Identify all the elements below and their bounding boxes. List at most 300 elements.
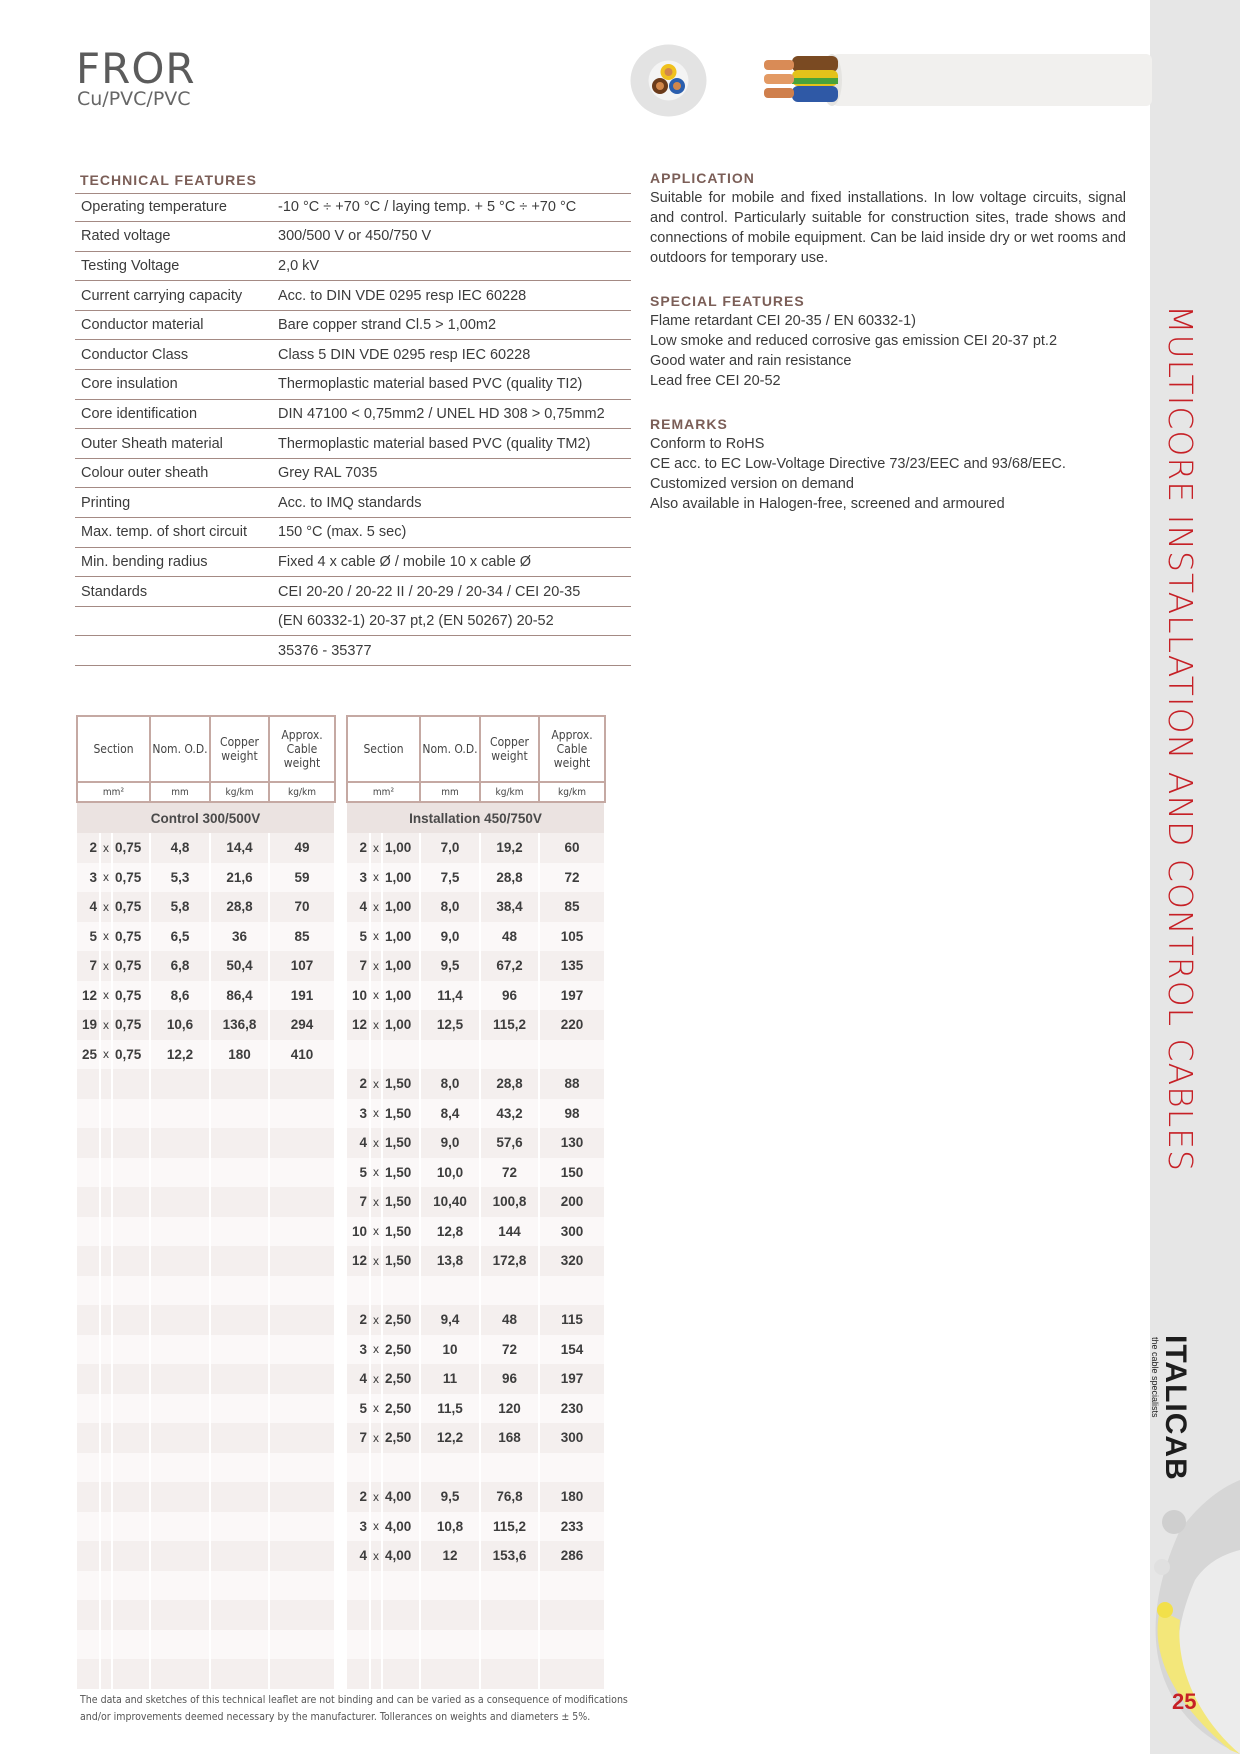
times-sign — [100, 1512, 112, 1542]
cable-weight: 300 — [539, 1217, 605, 1247]
conductors-count: 4 — [347, 1364, 370, 1394]
copper-weight: 120 — [480, 1394, 539, 1424]
table-row — [77, 1040, 335, 1070]
table-row — [347, 1217, 605, 1247]
feature-label: Core insulation — [81, 376, 178, 393]
table-row — [77, 1010, 335, 1040]
nominal-od — [150, 1187, 210, 1217]
cable-weight — [539, 1453, 605, 1483]
feature-label — [75, 636, 272, 666]
copper-weight — [210, 1187, 269, 1217]
section-size: 2,50 — [382, 1394, 420, 1424]
section-size: 1,50 — [382, 1099, 420, 1129]
cable-weight: 150 — [539, 1158, 605, 1188]
conductors-count: 3 — [347, 1099, 370, 1129]
unit-weight: kg/km — [539, 782, 605, 802]
table-row — [77, 1659, 335, 1689]
copper-weight: 28,8 — [210, 892, 269, 922]
cable-weight — [539, 1276, 605, 1306]
section-size — [382, 1600, 420, 1630]
table-row — [347, 1010, 605, 1040]
copper-weight: 100,8 — [480, 1187, 539, 1217]
table-row — [347, 833, 605, 863]
table-row — [347, 1659, 605, 1689]
table-row — [77, 1600, 335, 1630]
feature-row — [75, 310, 631, 340]
table-row — [347, 1453, 605, 1483]
copper-weight: 28,8 — [480, 1069, 539, 1099]
table-row — [347, 892, 605, 922]
cable-weight — [269, 1394, 335, 1424]
copper-weight: 86,4 — [210, 981, 269, 1011]
conductors-count — [347, 1659, 370, 1689]
application-text: Suitable for mobile and fixed installations. In low voltage circuits, signal and control. Particularly suitable for construction sites, trade shows and connections of mobile equipment. Can be laid inside dry or wet rooms and outdoors for temporary use. — [650, 190, 1126, 266]
cable-weight: 154 — [539, 1335, 605, 1365]
table-row — [347, 1364, 605, 1394]
table-row — [77, 1394, 335, 1424]
copper-weight — [210, 1541, 269, 1571]
conductors-count: 3 — [347, 863, 370, 893]
section-size: 0,75 — [112, 892, 150, 922]
nominal-od: 6,5 — [150, 922, 210, 952]
special-feature-line: Flame retardant CEI 20-35 / EN 60332-1) — [650, 313, 916, 329]
conductors-count: 7 — [347, 1423, 370, 1453]
nominal-od: 9,4 — [420, 1305, 480, 1335]
table-row — [347, 1069, 605, 1099]
copper-weight: 136,8 — [210, 1010, 269, 1040]
nominal-od: 10,6 — [150, 1010, 210, 1040]
cable-weight — [269, 1571, 335, 1601]
cable-weight — [269, 1305, 335, 1335]
cable-weight — [269, 1246, 335, 1276]
copper-weight — [480, 1630, 539, 1660]
times-sign: x — [100, 1040, 112, 1070]
cable-weight — [269, 1659, 335, 1689]
col-nom-od: Nom. O.D. — [150, 716, 210, 782]
nominal-od — [150, 1394, 210, 1424]
times-sign: x — [370, 1128, 382, 1158]
feature-row — [75, 488, 631, 518]
times-sign: x — [370, 1069, 382, 1099]
times-sign — [100, 1335, 112, 1365]
section-size: 0,75 — [112, 863, 150, 893]
feature-row — [75, 458, 631, 488]
times-sign — [370, 1453, 382, 1483]
section-size — [382, 1453, 420, 1483]
cable-weight: 410 — [269, 1040, 335, 1070]
cable-weight: 180 — [539, 1482, 605, 1512]
table-row — [77, 1069, 335, 1099]
conductors-count — [77, 1423, 100, 1453]
section-size: 1,50 — [382, 1217, 420, 1247]
conductors-count: 12 — [347, 1246, 370, 1276]
section-size: 2,50 — [382, 1364, 420, 1394]
times-sign — [100, 1571, 112, 1601]
table-row — [77, 981, 335, 1011]
nominal-od — [150, 1158, 210, 1188]
feature-label: Conductor material — [81, 317, 204, 334]
times-sign — [370, 1571, 382, 1601]
nominal-od — [420, 1600, 480, 1630]
times-sign — [100, 1069, 112, 1099]
cable-weight: 294 — [269, 1010, 335, 1040]
cable-weight — [269, 1364, 335, 1394]
times-sign — [100, 1246, 112, 1276]
conductors-count — [77, 1659, 100, 1689]
feature-label: Outer Sheath material — [81, 435, 223, 452]
feature-row — [75, 577, 631, 607]
section-size — [382, 1040, 420, 1070]
section-size — [112, 1630, 150, 1660]
cable-weight — [539, 1040, 605, 1070]
table-row — [347, 1099, 605, 1129]
feature-row — [75, 518, 631, 548]
section-size — [112, 1246, 150, 1276]
conductors-count: 7 — [347, 951, 370, 981]
remark-line: Conform to RoHS — [650, 436, 765, 452]
section-size — [112, 1069, 150, 1099]
copper-weight: 48 — [480, 1305, 539, 1335]
copper-weight: 14,4 — [210, 833, 269, 863]
nominal-od — [150, 1423, 210, 1453]
copper-weight — [210, 1453, 269, 1483]
times-sign — [100, 1128, 112, 1158]
section-size: 1,00 — [382, 892, 420, 922]
copper-weight — [480, 1453, 539, 1483]
copper-weight: 96 — [480, 981, 539, 1011]
conductors-count: 7 — [77, 951, 100, 981]
cable-weight: 197 — [539, 1364, 605, 1394]
conductors-count: 5 — [347, 1158, 370, 1188]
section-size — [112, 1128, 150, 1158]
table-row — [77, 1217, 335, 1247]
cable-weight — [269, 1630, 335, 1660]
section-size — [382, 1659, 420, 1689]
special-feature-line: Good water and rain resistance — [650, 353, 852, 369]
times-sign: x — [370, 1335, 382, 1365]
table-row — [77, 1128, 335, 1158]
feature-row — [75, 547, 631, 577]
feature-value: Fixed 4 x cable Ø / mobile 10 x cable Ø — [278, 553, 532, 570]
cable-weight — [269, 1600, 335, 1630]
feature-value: DIN 47100 < 0,75mm2 / UNEL HD 308 > 0,75mm2 — [278, 405, 605, 422]
conductors-count — [77, 1600, 100, 1630]
nominal-od — [150, 1069, 210, 1099]
conductors-count — [77, 1364, 100, 1394]
nominal-od: 5,3 — [150, 863, 210, 893]
conductors-count: 5 — [347, 1394, 370, 1424]
times-sign: x — [370, 951, 382, 981]
times-sign: x — [370, 981, 382, 1011]
copper-weight: 50,4 — [210, 951, 269, 981]
conductors-count — [77, 1069, 100, 1099]
cable-weight: 98 — [539, 1099, 605, 1129]
col-copper-weight: Copper weight — [210, 716, 269, 782]
unit-copper: kg/km — [210, 782, 269, 802]
logo-tagline: the cable specialists — [1150, 1337, 1160, 1418]
times-sign — [100, 1541, 112, 1571]
cable-weight — [539, 1630, 605, 1660]
section-size — [382, 1630, 420, 1660]
feature-label: Max. temp. of short circuit — [81, 524, 247, 541]
cable-weight — [269, 1158, 335, 1188]
table-row — [347, 1512, 605, 1542]
special-feature-line: Lead free CEI 20-52 — [650, 373, 781, 389]
conductors-count: 5 — [77, 922, 100, 952]
feature-label: Core identification — [81, 405, 198, 422]
table-row — [77, 1512, 335, 1542]
section-size — [382, 1276, 420, 1306]
nominal-od: 10 — [420, 1335, 480, 1365]
conductors-count — [347, 1630, 370, 1660]
cable-weight: 286 — [539, 1541, 605, 1571]
nominal-od — [150, 1276, 210, 1306]
nominal-od: 10,40 — [420, 1187, 480, 1217]
copper-weight — [210, 1158, 269, 1188]
table-row — [347, 1276, 605, 1306]
copper-weight: 19,2 — [480, 833, 539, 863]
times-sign: x — [370, 1010, 382, 1040]
table-row — [77, 1541, 335, 1571]
nominal-od — [150, 1335, 210, 1365]
times-sign: x — [100, 892, 112, 922]
conductors-count: 2 — [347, 1069, 370, 1099]
nominal-od — [420, 1276, 480, 1306]
copper-weight: 115,2 — [480, 1010, 539, 1040]
feature-row — [75, 281, 631, 311]
times-sign — [100, 1305, 112, 1335]
conductors-count — [77, 1335, 100, 1365]
times-sign: x — [370, 1482, 382, 1512]
times-sign: x — [370, 833, 382, 863]
table-row — [77, 951, 335, 981]
conductors-count: 12 — [77, 981, 100, 1011]
cable-weight — [269, 1423, 335, 1453]
table-row — [347, 922, 605, 952]
cable-weight — [269, 1541, 335, 1571]
times-sign: x — [370, 1099, 382, 1129]
cable-weight: 88 — [539, 1069, 605, 1099]
section-size: 0,75 — [112, 833, 150, 863]
times-sign: x — [370, 922, 382, 952]
section-size: 4,00 — [382, 1512, 420, 1542]
group-label: Installation 450/750V — [347, 802, 605, 833]
copper-weight: 153,6 — [480, 1541, 539, 1571]
feature-value: CEI 20-20 / 20-22 II / 20-29 / 20-34 / CEI 20-35 — [278, 583, 581, 600]
feature-label: Standards — [81, 583, 148, 600]
copper-weight: 72 — [480, 1158, 539, 1188]
times-sign — [370, 1040, 382, 1070]
section-size: 1,00 — [382, 922, 420, 952]
nominal-od — [420, 1453, 480, 1483]
table-row — [77, 1187, 335, 1217]
times-sign: x — [370, 863, 382, 893]
nominal-od: 11,5 — [420, 1394, 480, 1424]
conductors-count: 4 — [347, 1541, 370, 1571]
copper-weight — [210, 1305, 269, 1335]
nominal-od: 4,8 — [150, 833, 210, 863]
times-sign — [100, 1659, 112, 1689]
nominal-od: 9,0 — [420, 1128, 480, 1158]
feature-label: Rated voltage — [81, 228, 171, 245]
nominal-od — [150, 1482, 210, 1512]
cable-weight — [539, 1571, 605, 1601]
times-sign: x — [370, 1423, 382, 1453]
table-row — [77, 1335, 335, 1365]
section-size: 0,75 — [112, 981, 150, 1011]
nominal-od: 11,4 — [420, 981, 480, 1011]
unit-od: mm — [420, 782, 480, 802]
nominal-od — [150, 1512, 210, 1542]
nominal-od: 12,2 — [150, 1040, 210, 1070]
table-row — [77, 833, 335, 863]
section-size: 1,00 — [382, 951, 420, 981]
copper-weight — [480, 1659, 539, 1689]
times-sign: x — [370, 1364, 382, 1394]
disclaimer-line: The data and sketches of this technical leaflet are not binding and can be varied as a consequence of modifications — [80, 1694, 628, 1706]
cable-weight: 72 — [539, 863, 605, 893]
application-block — [650, 168, 1126, 268]
section-size: 2,50 — [382, 1305, 420, 1335]
copper-weight — [210, 1423, 269, 1453]
conductors-count — [77, 1482, 100, 1512]
table-row — [77, 1364, 335, 1394]
disclaimer-line: and/or improvements deemed necessary by the manufacturer. Tollerances on weights and diameters ± 5%. — [80, 1711, 591, 1723]
copper-weight: 36 — [210, 922, 269, 952]
cable-weight: 197 — [539, 981, 605, 1011]
cable-weight: 300 — [539, 1423, 605, 1453]
table-row — [347, 1630, 605, 1660]
copper-weight: 76,8 — [480, 1482, 539, 1512]
feature-row — [75, 606, 631, 636]
copper-weight: 43,2 — [480, 1099, 539, 1129]
copper-weight — [480, 1571, 539, 1601]
copper-weight: 115,2 — [480, 1512, 539, 1542]
times-sign: x — [370, 1541, 382, 1571]
table-row — [347, 1335, 605, 1365]
cable-weight: 107 — [269, 951, 335, 981]
nominal-od — [150, 1600, 210, 1630]
copper-weight — [210, 1630, 269, 1660]
remark-line: Customized version on demand — [650, 476, 854, 492]
table-row — [347, 1246, 605, 1276]
table-row — [77, 1246, 335, 1276]
feature-value: 2,0 kV — [278, 257, 320, 274]
table-row — [77, 1423, 335, 1453]
nominal-od: 7,0 — [420, 833, 480, 863]
nominal-od — [150, 1217, 210, 1247]
section-size: 0,75 — [112, 922, 150, 952]
conductors-count — [77, 1571, 100, 1601]
copper-weight — [210, 1335, 269, 1365]
conductors-count — [347, 1571, 370, 1601]
times-sign — [100, 1394, 112, 1424]
cable-weight — [269, 1128, 335, 1158]
control-cable-table — [76, 715, 336, 1689]
feature-value: Grey RAL 7035 — [278, 465, 378, 482]
table-row — [347, 1305, 605, 1335]
special-features-block — [650, 291, 1126, 391]
nominal-od: 6,8 — [150, 951, 210, 981]
conductors-count: 12 — [347, 1010, 370, 1040]
copper-weight — [210, 1276, 269, 1306]
times-sign: x — [100, 863, 112, 893]
times-sign — [100, 1187, 112, 1217]
times-sign: x — [100, 981, 112, 1011]
nominal-od: 8,4 — [420, 1099, 480, 1129]
nominal-od — [150, 1541, 210, 1571]
copper-weight — [210, 1099, 269, 1129]
copper-weight — [210, 1571, 269, 1601]
side-title: MULTICORE INSTALLATION AND CONTROL CABLES — [1161, 305, 1200, 1172]
copper-weight: 28,8 — [480, 863, 539, 893]
conductors-count — [77, 1276, 100, 1306]
feature-row — [75, 340, 631, 370]
special-features-heading: SPECIAL FEATURES — [650, 293, 805, 309]
table-row — [77, 1276, 335, 1306]
col-copper-weight: Copper weight — [480, 716, 539, 782]
times-sign: x — [370, 1246, 382, 1276]
section-size: 1,50 — [382, 1069, 420, 1099]
table-row — [77, 892, 335, 922]
section-size — [112, 1364, 150, 1394]
group-label: Control 300/500V — [77, 802, 335, 833]
cable-weight: 59 — [269, 863, 335, 893]
conductors-count — [77, 1158, 100, 1188]
nominal-od: 12,2 — [420, 1423, 480, 1453]
conductors-count — [347, 1600, 370, 1630]
table-row — [77, 1099, 335, 1129]
section-size — [382, 1571, 420, 1601]
feature-value: 35376 - 35377 — [278, 642, 372, 659]
group-row — [77, 802, 335, 833]
conductors-count: 3 — [77, 863, 100, 893]
nominal-od — [150, 1128, 210, 1158]
conductors-count: 2 — [347, 833, 370, 863]
nominal-od: 8,6 — [150, 981, 210, 1011]
copper-weight — [210, 1069, 269, 1099]
nominal-od: 5,8 — [150, 892, 210, 922]
unit-section: mm² — [77, 782, 150, 802]
nominal-od — [150, 1659, 210, 1689]
copper-weight: 144 — [480, 1217, 539, 1247]
cable-weight — [269, 1069, 335, 1099]
times-sign: x — [370, 892, 382, 922]
col-section: Section — [347, 716, 420, 782]
section-size — [112, 1335, 150, 1365]
conductors-count: 3 — [347, 1512, 370, 1542]
section-size — [112, 1541, 150, 1571]
section-size — [112, 1394, 150, 1424]
copper-weight — [480, 1600, 539, 1630]
cable-weight — [269, 1276, 335, 1306]
section-size: 0,75 — [112, 1040, 150, 1070]
conductors-count: 25 — [77, 1040, 100, 1070]
copper-weight: 168 — [480, 1423, 539, 1453]
conductors-count: 2 — [77, 833, 100, 863]
cable-cross-section-icon — [630, 44, 707, 117]
unit-weight: kg/km — [269, 782, 335, 802]
cable-illustration — [762, 50, 1152, 110]
table-row — [347, 1541, 605, 1571]
conductors-count — [77, 1394, 100, 1424]
section-size: 1,00 — [382, 863, 420, 893]
section-size: 1,50 — [382, 1246, 420, 1276]
conductors-count — [347, 1040, 370, 1070]
feature-value: Thermoplastic material based PVC (quality TM2) — [278, 435, 591, 452]
nominal-od — [150, 1453, 210, 1483]
cable-weight: 220 — [539, 1010, 605, 1040]
